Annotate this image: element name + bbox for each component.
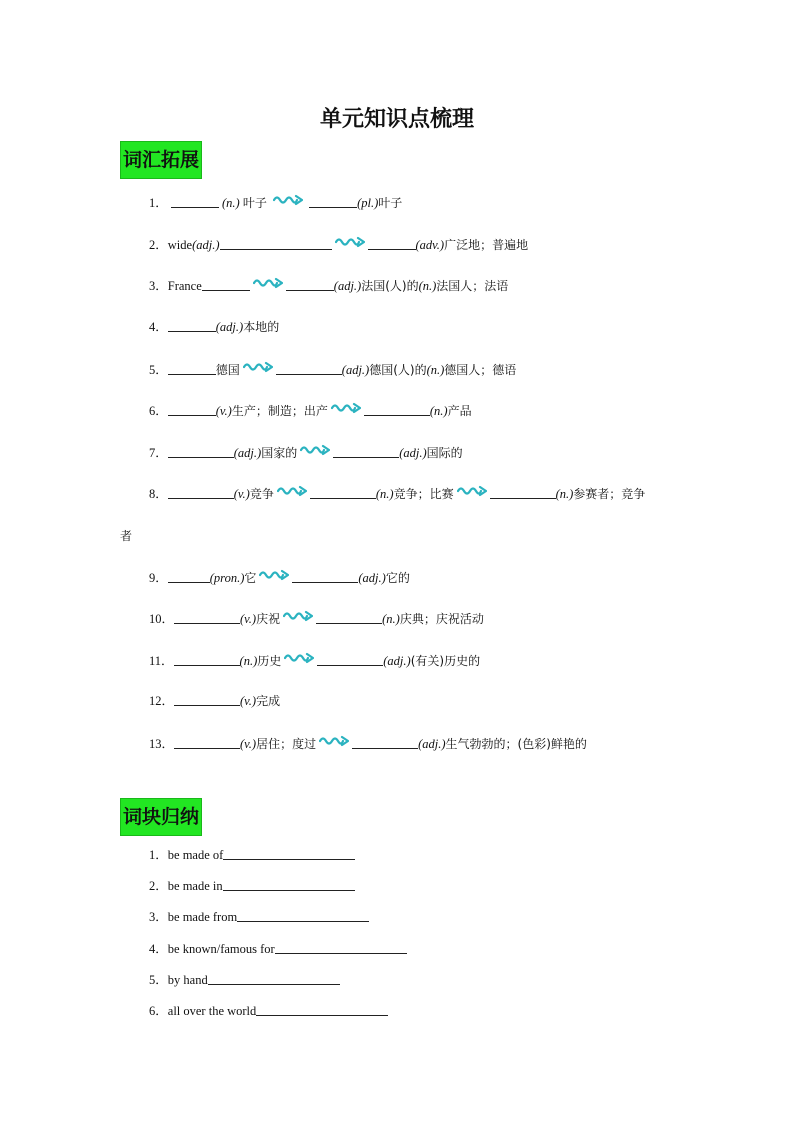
meaning: 国家的 (261, 446, 298, 460)
part-of-speech: (adj.) (399, 446, 427, 460)
part-of-speech: (n.) (555, 487, 574, 501)
meaning: 叶子 (242, 196, 267, 210)
meaning: 竞争；比赛 (393, 487, 454, 501)
phrase-item-2 (149, 878, 355, 894)
item-number: 6． (149, 1004, 168, 1018)
answer-blank[interactable] (317, 653, 383, 666)
item-number: 3． (149, 910, 168, 924)
vocab-item-4 (149, 319, 279, 335)
meaning: 历史 (257, 654, 282, 668)
item-number: 13． (149, 737, 175, 751)
answer-blank[interactable] (171, 195, 219, 208)
phrase-text: by hand (167, 973, 208, 987)
vocab-item-3 (149, 277, 508, 294)
meaning: 竞争 (249, 487, 274, 501)
part-of-speech: (v.) (240, 694, 257, 708)
meaning: 居住；度过 (256, 737, 317, 751)
answer-blank[interactable] (174, 693, 240, 706)
meaning: 产品 (447, 404, 472, 418)
meaning: 参赛者；竞争 (573, 487, 646, 501)
item-number: 2． (149, 238, 168, 252)
meaning: 法国(人)的 (361, 279, 419, 293)
item-number: 12． (149, 694, 175, 708)
answer-blank[interactable] (168, 486, 234, 499)
part-of-speech: (v.) (233, 487, 250, 501)
part-of-speech: (v.) (215, 404, 232, 418)
part-of-speech: (adj.) (215, 320, 244, 334)
answer-blank[interactable] (202, 278, 250, 291)
meaning: 庆典；庆祝活动 (399, 612, 484, 626)
vocab-item-8-wrap: 者 (120, 529, 133, 543)
meaning: 国际的 (426, 446, 463, 460)
vocab-item-11 (149, 652, 480, 669)
wave-arrow-icon (284, 652, 314, 664)
wave-arrow-icon (273, 194, 303, 206)
answer-blank[interactable] (368, 237, 416, 250)
part-of-speech: (adj.) (358, 571, 386, 585)
meaning: (有关)历史的 (410, 654, 481, 668)
word: wide (167, 238, 193, 252)
answer-blank[interactable] (490, 486, 556, 499)
vocab-item-13 (149, 735, 587, 752)
answer-blank[interactable] (237, 909, 369, 922)
meaning: 生产；制造；出产 (231, 404, 328, 418)
item-number: 4． (149, 942, 168, 956)
part-of-speech: (adv.) (415, 238, 445, 252)
answer-blank[interactable] (364, 403, 430, 416)
wave-arrow-icon (331, 402, 361, 414)
vocab-section-heading: 词汇拓展 (120, 141, 202, 179)
word: France (167, 279, 202, 293)
phrase-text: be made from (167, 910, 238, 924)
item-number: 1． (149, 848, 168, 862)
page-title: 单元知识点梳理 (319, 107, 474, 132)
meaning: 德国人；德语 (444, 363, 517, 377)
answer-blank[interactable] (174, 736, 240, 749)
part-of-speech: (v.) (240, 612, 257, 626)
wave-arrow-icon (335, 236, 365, 248)
answer-blank[interactable] (275, 941, 407, 954)
phrase-item-3 (149, 909, 369, 925)
meaning: 德国 (215, 363, 240, 377)
item-number: 6． (149, 404, 168, 418)
wave-arrow-icon (283, 610, 313, 622)
vocab-item-6 (149, 402, 472, 419)
vocab-item-8 (149, 485, 645, 502)
phrase-item-4 (149, 941, 407, 957)
answer-blank[interactable] (174, 653, 240, 666)
part-of-speech: (n.) (429, 404, 448, 418)
part-of-speech: (n.) (222, 196, 243, 210)
answer-blank[interactable] (256, 1003, 388, 1016)
part-of-speech: (n.) (375, 487, 394, 501)
part-of-speech: (adj.) (233, 446, 262, 460)
part-of-speech: (pron.) (209, 571, 245, 585)
part-of-speech: (pl.) (357, 196, 379, 210)
answer-blank[interactable] (223, 878, 355, 891)
answer-blank[interactable] (352, 736, 418, 749)
wave-arrow-icon (457, 485, 487, 497)
phrase-item-1 (149, 847, 355, 863)
meaning: 它 (244, 571, 257, 585)
meaning: 法国人；法语 (436, 279, 509, 293)
phrase-text: all over the world (167, 1004, 257, 1018)
item-number: 11． (149, 654, 174, 668)
item-number: 4． (149, 320, 168, 334)
part-of-speech: (adj.) (383, 654, 411, 668)
phrase-text: be made of (167, 848, 224, 862)
answer-blank[interactable] (309, 195, 357, 208)
item-number: 5． (149, 363, 168, 377)
meaning: 德国(人)的 (369, 363, 427, 377)
phrase-section-heading: 词块归纳 (120, 798, 202, 836)
answer-blank[interactable] (220, 237, 332, 250)
item-number: 10． (149, 612, 175, 626)
answer-blank[interactable] (286, 278, 334, 291)
phrase-item-5 (149, 972, 340, 988)
wave-arrow-icon (300, 444, 330, 456)
answer-blank[interactable] (316, 611, 382, 624)
meaning: 它的 (385, 571, 410, 585)
item-number: 2． (149, 879, 168, 893)
vocab-item-1 (149, 194, 402, 211)
part-of-speech: (adj.) (333, 279, 362, 293)
phrase-text: be made in (167, 879, 223, 893)
meaning: 完成 (256, 694, 281, 708)
answer-blank[interactable] (223, 847, 355, 860)
item-number: 8． (149, 487, 168, 501)
answer-blank[interactable] (168, 319, 216, 332)
answer-blank[interactable] (292, 570, 358, 583)
part-of-speech: (adj.) (341, 363, 370, 377)
part-of-speech: (n.) (239, 654, 258, 668)
part-of-speech: (n.) (382, 612, 400, 626)
meaning: 叶子 (378, 196, 403, 210)
wave-arrow-icon (319, 735, 349, 747)
answer-blank[interactable] (310, 486, 376, 499)
vocab-item-7 (149, 444, 463, 461)
answer-blank[interactable] (208, 972, 340, 985)
vocab-item-12 (149, 693, 280, 709)
meaning: 生气勃勃的；(色彩)鲜艳的 (445, 737, 587, 751)
meaning: 庆祝 (256, 612, 281, 626)
meaning: 广泛地；普遍地 (444, 238, 529, 252)
wave-arrow-icon (277, 485, 307, 497)
part-of-speech: (adj.) (418, 737, 446, 751)
wave-arrow-icon (243, 361, 273, 373)
item-number: 5． (149, 973, 168, 987)
part-of-speech: (n.) (418, 279, 437, 293)
vocab-item-10 (149, 610, 484, 627)
part-of-speech: (n.) (426, 363, 445, 377)
answer-blank[interactable] (174, 611, 240, 624)
part-of-speech: (v.) (240, 737, 257, 751)
answer-blank[interactable] (168, 362, 216, 375)
wave-arrow-icon (259, 569, 289, 581)
vocab-item-2 (149, 236, 528, 253)
vocab-item-5 (149, 361, 516, 378)
vocab-item-9 (149, 569, 410, 586)
answer-blank[interactable] (168, 403, 216, 416)
answer-blank[interactable] (333, 445, 399, 458)
phrase-item-6 (149, 1003, 388, 1019)
meaning: 本地的 (243, 320, 280, 334)
answer-blank[interactable] (168, 570, 210, 583)
item-number: 7． (149, 446, 168, 460)
item-number: 9． (149, 571, 168, 585)
phrase-text: be known/famous for (167, 942, 275, 956)
item-number: 3． (149, 279, 168, 293)
answer-blank[interactable] (168, 445, 234, 458)
item-number: 1． (149, 196, 168, 210)
answer-blank[interactable] (276, 362, 342, 375)
part-of-speech: (adj.) (192, 238, 220, 252)
wave-arrow-icon (253, 277, 283, 289)
